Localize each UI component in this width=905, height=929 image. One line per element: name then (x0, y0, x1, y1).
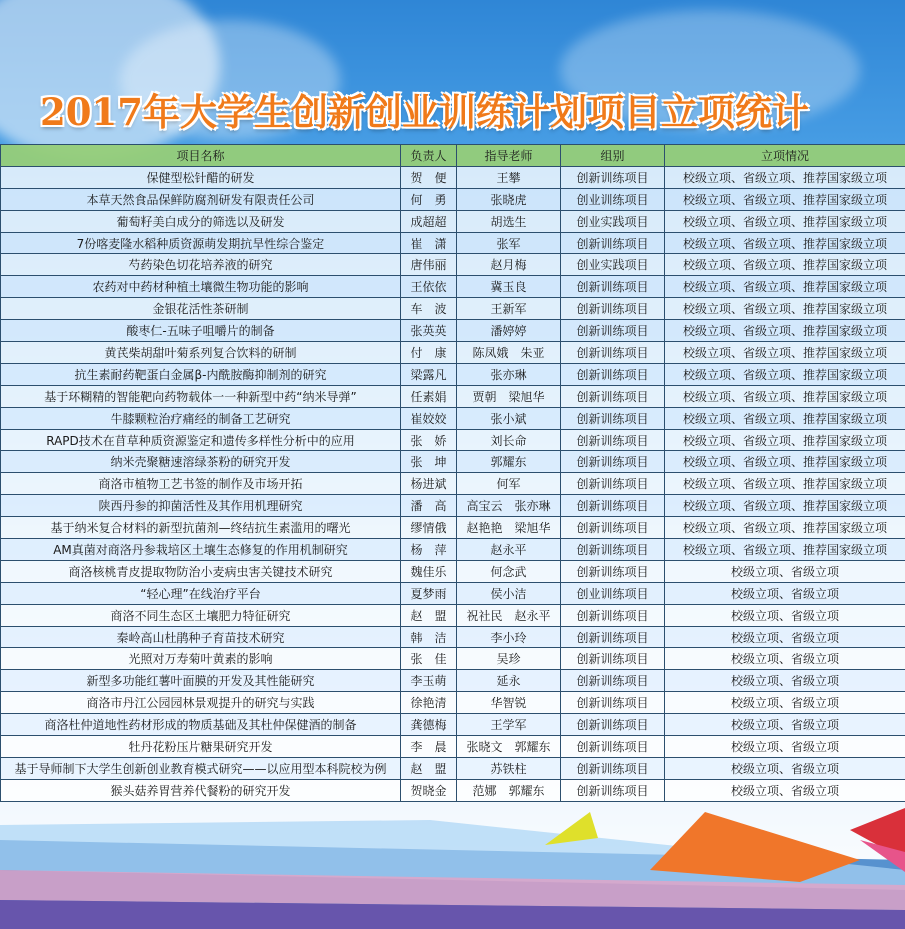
cell-project-name: 金银花活性茶研制 (1, 298, 401, 320)
table-row (1, 298, 905, 320)
cell-status: 校级立项、省级立项、推荐国家级立项 (665, 342, 905, 364)
cell-leader: 张 坤 (401, 451, 457, 473)
cell-group: 创新训练项目 (561, 342, 665, 364)
cell-project-name: 商洛市植物工艺书签的制作及市场开拓 (1, 473, 401, 495)
header-group: 组别 (561, 145, 665, 167)
cell-advisor: 刘长命 (457, 429, 561, 451)
cell-leader: 魏佳乐 (401, 560, 457, 582)
cell-status: 校级立项、省级立项、推荐国家级立项 (665, 254, 905, 276)
table-row (1, 626, 905, 648)
cell-group: 创业实践项目 (561, 210, 665, 232)
cell-status: 校级立项、省级立项、推荐国家级立项 (665, 495, 905, 517)
cell-group: 创新训练项目 (561, 736, 665, 758)
cell-project-name: 基于环糊精的智能靶向药物载体一一种新型中药“纳米导弹” (1, 385, 401, 407)
cell-project-name: RAPD技术在苜草种质资源鉴定和遗传多样性分析中的应用 (1, 429, 401, 451)
cell-leader: 付 康 (401, 342, 457, 364)
cell-project-name: 葡萄籽美白成分的筛选以及研发 (1, 210, 401, 232)
cell-leader: 赵 盟 (401, 604, 457, 626)
table-row (1, 604, 905, 626)
cell-leader: 梁露凡 (401, 363, 457, 385)
cell-status: 校级立项、省级立项、推荐国家级立项 (665, 539, 905, 561)
cell-advisor: 郭耀东 (457, 451, 561, 473)
cell-project-name: AM真菌对商洛丹参栽培区土壤生态修复的作用机制研究 (1, 539, 401, 561)
cell-project-name: 牡丹花粉压片糖果研究开发 (1, 736, 401, 758)
cell-group: 创新训练项目 (561, 495, 665, 517)
table-row (1, 342, 905, 364)
cell-status: 校级立项、省级立项 (665, 670, 905, 692)
cell-group: 创新训练项目 (561, 714, 665, 736)
cell-leader: 何 勇 (401, 188, 457, 210)
cell-group: 创新训练项目 (561, 648, 665, 670)
cell-advisor: 王学军 (457, 714, 561, 736)
cell-project-name: 商洛核桃青皮提取物防治小麦病虫害关键技术研究 (1, 560, 401, 582)
cell-status: 校级立项、省级立项 (665, 757, 905, 779)
cell-group: 创新训练项目 (561, 604, 665, 626)
table-row (1, 714, 905, 736)
cell-status: 校级立项、省级立项、推荐国家级立项 (665, 451, 905, 473)
cell-advisor: 高宝云 张亦琳 (457, 495, 561, 517)
cell-group: 创新训练项目 (561, 407, 665, 429)
cell-leader: 王依依 (401, 276, 457, 298)
cell-leader: 成超超 (401, 210, 457, 232)
cell-status: 校级立项、省级立项、推荐国家级立项 (665, 276, 905, 298)
cell-leader: 缪情俄 (401, 517, 457, 539)
cell-advisor: 赵永平 (457, 539, 561, 561)
cell-leader: 杨 萍 (401, 539, 457, 561)
cell-advisor: 何军 (457, 473, 561, 495)
table-row (1, 166, 905, 188)
cell-status: 校级立项、省级立项 (665, 582, 905, 604)
project-table (0, 144, 905, 802)
cell-leader: 徐艳清 (401, 692, 457, 714)
cell-status: 校级立项、省级立项 (665, 626, 905, 648)
cell-project-name: 农药对中药材种植土壤微生物功能的影响 (1, 276, 401, 298)
table-body (1, 166, 905, 801)
header-status: 立项情况 (665, 145, 905, 167)
cell-status: 校级立项、省级立项、推荐国家级立项 (665, 166, 905, 188)
cell-status: 校级立项、省级立项、推荐国家级立项 (665, 188, 905, 210)
cell-advisor: 李小玲 (457, 626, 561, 648)
cell-group: 创新训练项目 (561, 232, 665, 254)
cell-advisor: 张军 (457, 232, 561, 254)
title-banner (40, 82, 809, 134)
table-row (1, 692, 905, 714)
cell-advisor: 张晓虎 (457, 188, 561, 210)
cell-leader: 夏梦雨 (401, 582, 457, 604)
cell-status: 校级立项、省级立项 (665, 736, 905, 758)
table-row (1, 582, 905, 604)
cell-leader: 张 佳 (401, 648, 457, 670)
cell-group: 创新训练项目 (561, 539, 665, 561)
cell-advisor: 潘婷婷 (457, 320, 561, 342)
cell-status: 校级立项、省级立项 (665, 714, 905, 736)
cell-status: 校级立项、省级立项 (665, 692, 905, 714)
cell-status: 校级立项、省级立项、推荐国家级立项 (665, 429, 905, 451)
cell-project-name: 商洛市丹江公园园林景观提升的研究与实践 (1, 692, 401, 714)
table-row (1, 429, 905, 451)
cell-advisor: 吴珍 (457, 648, 561, 670)
cell-advisor: 陈凤娥 朱亚 (457, 342, 561, 364)
table-row (1, 779, 905, 801)
cell-group: 创新训练项目 (561, 276, 665, 298)
cell-leader: 崔 潇 (401, 232, 457, 254)
header-advisor: 指导老师 (457, 145, 561, 167)
table-row (1, 254, 905, 276)
cell-project-name: 新型多功能红薯叶面膜的开发及其性能研究 (1, 670, 401, 692)
cell-leader: 龚德梅 (401, 714, 457, 736)
cell-project-name: 商洛杜仲道地性药材形成的物质基础及其杜仲保健酒的制备 (1, 714, 401, 736)
cell-status: 校级立项、省级立项、推荐国家级立项 (665, 210, 905, 232)
cell-advisor: 冀玉良 (457, 276, 561, 298)
cell-group: 创新训练项目 (561, 670, 665, 692)
cell-advisor: 范娜 郭耀东 (457, 779, 561, 801)
cell-project-name: 基于纳米复合材料的新型抗菌剂—终结抗生素滥用的曙光 (1, 517, 401, 539)
header-project-name: 项目名称 (1, 145, 401, 167)
cell-leader: 唐伟丽 (401, 254, 457, 276)
cell-leader: 潘 高 (401, 495, 457, 517)
cell-group: 创新训练项目 (561, 473, 665, 495)
cell-status: 校级立项、省级立项、推荐国家级立项 (665, 473, 905, 495)
cell-advisor: 侯小洁 (457, 582, 561, 604)
cell-group: 创新训练项目 (561, 320, 665, 342)
table-row (1, 517, 905, 539)
cell-advisor: 王新军 (457, 298, 561, 320)
cell-status: 校级立项、省级立项 (665, 779, 905, 801)
cell-advisor: 赵月梅 (457, 254, 561, 276)
decor-orange-shape (650, 812, 860, 882)
cell-leader: 张英英 (401, 320, 457, 342)
cell-project-name: 陕西丹参的抑菌活性及其作用机理研究 (1, 495, 401, 517)
cell-leader: 崔姣姣 (401, 407, 457, 429)
cell-group: 创新训练项目 (561, 517, 665, 539)
table-row (1, 451, 905, 473)
cell-leader: 贺晓金 (401, 779, 457, 801)
cell-group: 创业实践项目 (561, 254, 665, 276)
cell-status: 校级立项、省级立项、推荐国家级立项 (665, 298, 905, 320)
cell-status: 校级立项、省级立项、推荐国家级立项 (665, 517, 905, 539)
cell-advisor: 赵艳艳 梁旭华 (457, 517, 561, 539)
table-row (1, 276, 905, 298)
table-row (1, 560, 905, 582)
cell-status: 校级立项、省级立项、推荐国家级立项 (665, 320, 905, 342)
cell-group: 创新训练项目 (561, 692, 665, 714)
cell-advisor: 祝社民 赵永平 (457, 604, 561, 626)
table-row (1, 736, 905, 758)
cell-project-name: 本草天然食品保鲜防腐剂研发有限责任公司 (1, 188, 401, 210)
cell-advisor: 华智锐 (457, 692, 561, 714)
cell-advisor: 张小斌 (457, 407, 561, 429)
cell-status: 校级立项、省级立项 (665, 604, 905, 626)
cell-advisor: 王攀 (457, 166, 561, 188)
cell-group: 创新训练项目 (561, 779, 665, 801)
table-row (1, 670, 905, 692)
cell-project-name: 秦岭高山杜鹃种子育苗技术研究 (1, 626, 401, 648)
cell-leader: 赵 盟 (401, 757, 457, 779)
cell-leader: 李玉萌 (401, 670, 457, 692)
cell-group: 创新训练项目 (561, 560, 665, 582)
table-row (1, 188, 905, 210)
cell-leader: 贺 便 (401, 166, 457, 188)
cell-leader: 车 波 (401, 298, 457, 320)
cell-project-name: 芍药染色切花培养液的研究 (1, 254, 401, 276)
cell-project-name: 酸枣仁-五味子咀嚼片的制备 (1, 320, 401, 342)
cell-status: 校级立项、省级立项、推荐国家级立项 (665, 363, 905, 385)
cell-advisor: 张晓文 郭耀东 (457, 736, 561, 758)
cell-status: 校级立项、省级立项、推荐国家级立项 (665, 385, 905, 407)
cell-project-name: 保健型松针醋的研发 (1, 166, 401, 188)
cell-advisor: 贾朝 梁旭华 (457, 385, 561, 407)
cell-project-name: 猴头菇养胃营养代餐粉的研究开发 (1, 779, 401, 801)
cell-advisor: 张亦琳 (457, 363, 561, 385)
cell-group: 创业训练项目 (561, 582, 665, 604)
cell-group: 创新训练项目 (561, 626, 665, 648)
cell-advisor: 何念武 (457, 560, 561, 582)
cell-group: 创新训练项目 (561, 166, 665, 188)
cell-advisor: 胡选生 (457, 210, 561, 232)
cell-group: 创新训练项目 (561, 363, 665, 385)
cell-project-name: “轻心理”在线治疗平台 (1, 582, 401, 604)
table-row (1, 320, 905, 342)
table-row (1, 473, 905, 495)
table-row (1, 648, 905, 670)
table-row (1, 539, 905, 561)
cell-leader: 韩 洁 (401, 626, 457, 648)
table-row (1, 385, 905, 407)
page-title: 2017年大学生创新创业训练计划项目立项统计 (40, 90, 809, 134)
table-row (1, 210, 905, 232)
cell-advisor: 延永 (457, 670, 561, 692)
cell-project-name: 7份喀麦隆水稻种质资源萌发期抗旱性综合鉴定 (1, 232, 401, 254)
cell-leader: 任素娟 (401, 385, 457, 407)
cell-project-name: 基于导师制下大学生创新创业教育模式研究——以应用型本科院校为例 (1, 757, 401, 779)
cell-leader: 杨进斌 (401, 473, 457, 495)
cell-leader: 李 晨 (401, 736, 457, 758)
cell-project-name: 光照对万寿菊叶黄素的影响 (1, 648, 401, 670)
cell-project-name: 商洛不同生态区土壤肥力特征研究 (1, 604, 401, 626)
cell-group: 创新训练项目 (561, 385, 665, 407)
cell-status: 校级立项、省级立项 (665, 648, 905, 670)
cell-status: 校级立项、省级立项、推荐国家级立项 (665, 407, 905, 429)
table-row (1, 232, 905, 254)
cell-project-name: 抗生素耐药靶蛋白金属β-内酰胺酶抑制剂的研究 (1, 363, 401, 385)
cell-group: 创新训练项目 (561, 757, 665, 779)
cell-status: 校级立项、省级立项、推荐国家级立项 (665, 232, 905, 254)
cell-project-name: 黄芪柴胡甜叶菊系列复合饮料的研制 (1, 342, 401, 364)
table-row (1, 495, 905, 517)
cell-advisor: 苏铁柱 (457, 757, 561, 779)
cell-leader: 张 娇 (401, 429, 457, 451)
cell-group: 创新训练项目 (561, 451, 665, 473)
table-row (1, 363, 905, 385)
cell-project-name: 牛膝颗粒治疗痛经的制备工艺研究 (1, 407, 401, 429)
table-row (1, 757, 905, 779)
table-header-row (1, 145, 905, 167)
decorative-landscape (0, 800, 905, 929)
header-leader: 负责人 (401, 145, 457, 167)
cell-group: 创新训练项目 (561, 298, 665, 320)
cell-project-name: 纳米壳聚糖速溶绿茶粉的研究开发 (1, 451, 401, 473)
cell-status: 校级立项、省级立项 (665, 560, 905, 582)
cell-group: 创新训练项目 (561, 429, 665, 451)
table-row (1, 407, 905, 429)
cell-group: 创业训练项目 (561, 188, 665, 210)
